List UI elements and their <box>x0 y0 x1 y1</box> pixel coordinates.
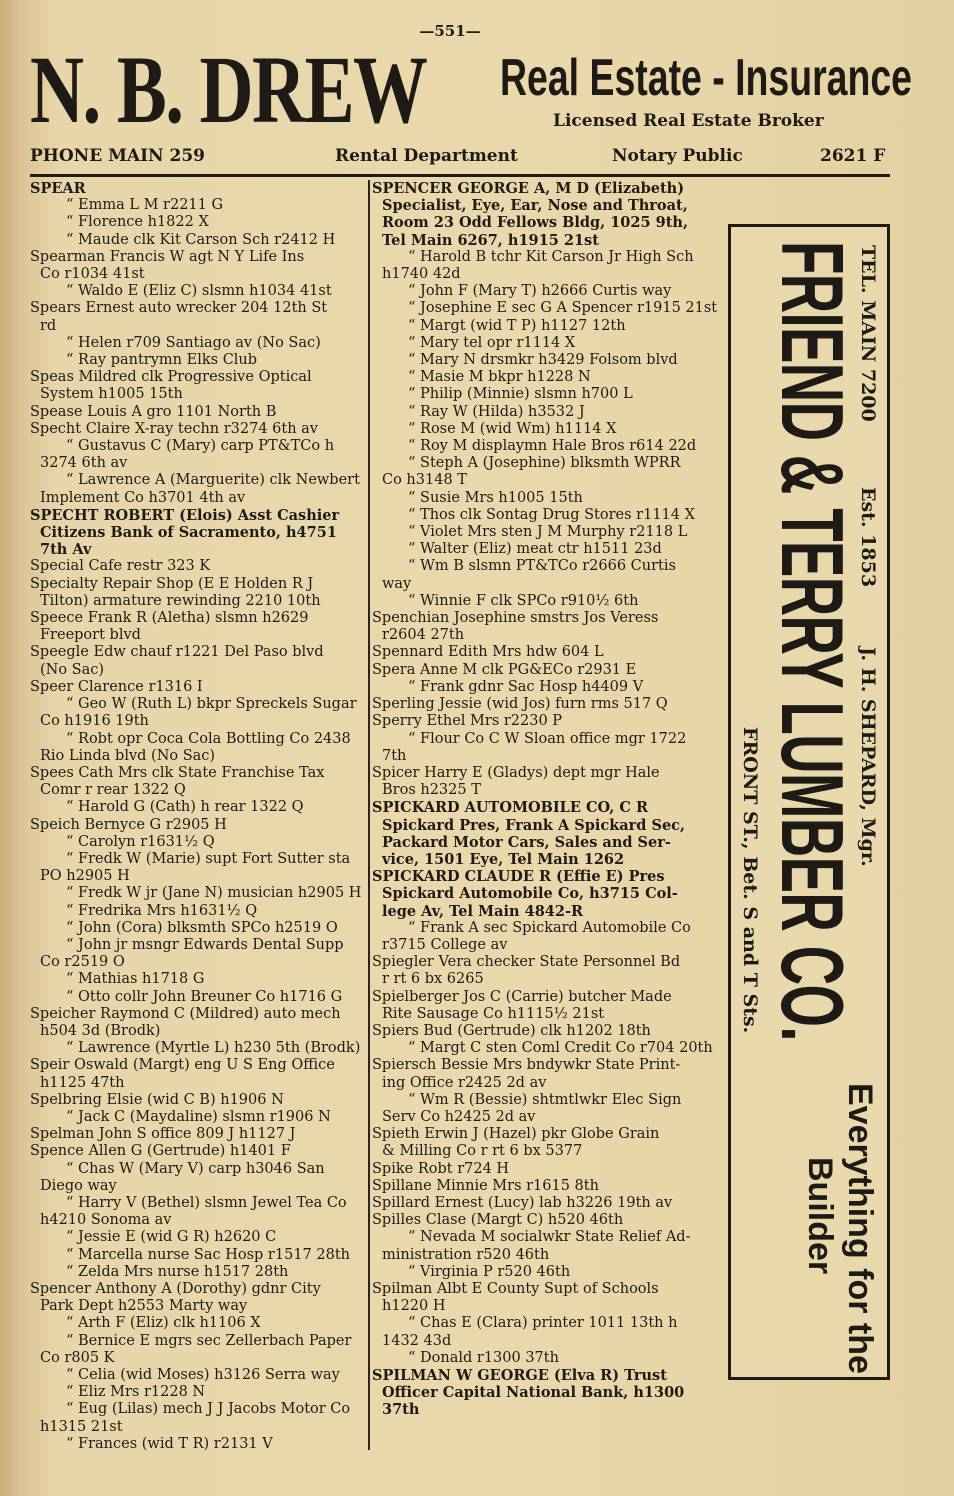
directory-entry-line: Spieth Erwin J (Hazel) pkr Globe Grain <box>372 1126 660 1143</box>
directory-entry-line: “ Frank gdnr Sac Hosp h4409 V <box>408 678 644 695</box>
directory-entry-line: “ John (Cora) blksmth SPCo h2519 O <box>66 919 338 936</box>
column-divider <box>368 180 370 1450</box>
directory-entry-line: “ Fredk W jr (Jane N) musician h2905 H <box>66 885 362 902</box>
directory-entry-line: “ Harry V (Bethel) slsmn Jewel Tea Co <box>66 1194 347 1211</box>
directory-entry-line: Co r2519 O <box>40 954 125 971</box>
directory-entry-line: 3274 6th av <box>40 455 128 472</box>
directory-entry-line: r3715 College av <box>382 936 508 953</box>
directory-entry-line: h1740 42d <box>382 266 461 283</box>
directory-entry-line: Rio Linda blvd (No Sac) <box>40 747 216 764</box>
directory-entry-line: “ Nevada M socialwkr State Relief Ad- <box>408 1229 691 1246</box>
directory-entry-line: “ Chas W (Mary V) carp h3046 San <box>66 1160 325 1177</box>
directory-entry-line: “ Mathias h1718 G <box>66 971 205 988</box>
directory-entry-line: “ Philip (Minnie) slsmn h700 L <box>408 386 633 403</box>
directory-entry-line: Speer Clarence r1316 I <box>30 678 203 695</box>
directory-entry-line: Spiegler Vera checker State Personnel Bd <box>372 954 681 971</box>
directory-entry-line: rd <box>40 317 57 334</box>
directory-entry-line: 37th <box>382 1401 420 1419</box>
directory-entry-line: 7th <box>382 747 407 764</box>
directory-entry-line: “ Otto collr John Breuner Co h1716 G <box>66 988 343 1005</box>
directory-entry-line: Spelbring Elsie (wid C B) h1906 N <box>30 1091 284 1108</box>
directory-entry-line: “ Maude clk Kit Carson Sch r2412 H <box>66 231 336 248</box>
directory-entry-line: Spera Anne M clk PG&ECo r2931 E <box>372 661 637 678</box>
directory-entry-line: Tel Main 6267, h1915 21st <box>382 231 599 249</box>
directory-entry-line: “ Zelda Mrs nurse h1517 28th <box>66 1263 289 1280</box>
ad-slogan-line2: Builder <box>801 1157 839 1275</box>
ad-manager: J. H. SHEPARD, Mgr. <box>857 647 879 867</box>
directory-entry-line: SPECHT ROBERT (Elois) Asst Cashier <box>30 506 340 524</box>
directory-entry-line: “ Waldo E (Eliz C) slsmn h1034 41st <box>66 283 332 300</box>
directory-entry-line: “ Masie M bkpr h1228 N <box>408 369 591 386</box>
directory-entry-line: Spease Louis A gro 1101 North B <box>30 403 277 420</box>
directory-entry-line: Diego way <box>40 1177 117 1194</box>
directory-entry-line: “ Walter (Eliz) meat ctr h1511 23d <box>408 541 662 558</box>
directory-entry-line: “ Lawrence (Myrtle L) h230 5th (Brodk) <box>66 1040 361 1057</box>
directory-entry-line: Spiersch Bessie Mrs bndywkr State Print- <box>372 1057 681 1074</box>
directory-entry-line: “ Helen r709 Santiago av (No Sac) <box>66 334 321 351</box>
directory-entry-line: Packard Motor Cars, Sales and Ser- <box>382 833 671 851</box>
directory-entry-line: SPICKARD CLAUDE R (Effie E) Pres <box>372 868 665 886</box>
header-rental: Rental Department <box>335 146 518 166</box>
directory-entry-line: Spickard Pres, Frank A Spickard Sec, <box>382 816 686 834</box>
directory-entry-line: “ Margt (wid T P) h1127 12th <box>408 317 626 334</box>
directory-entry-line: Serv Co h2425 2d av <box>382 1108 536 1125</box>
directory-entry-line: Spenchian Josephine smstrs Jos Veress <box>372 610 659 627</box>
directory-entry-line: Spearman Francis W agt N Y Life Ins <box>30 248 305 265</box>
directory-entry-line: SPILMAN W GEORGE (Elva R) Trust <box>372 1367 667 1385</box>
directory-entry-line: Spicer Harry E (Gladys) dept mgr Hale <box>372 764 660 781</box>
directory-entry-line: Tilton) armature rewinding 2210 10th <box>40 592 321 609</box>
middle-column <box>372 180 728 1419</box>
directory-entry-line: “ Marcella nurse Sac Hosp r1517 28th <box>66 1246 350 1263</box>
directory-entry-line: h1220 H <box>382 1298 446 1315</box>
directory-entry-line: Specialty Repair Shop (E E Holden R J <box>30 575 314 592</box>
header-info-bar <box>30 144 890 177</box>
directory-entry-line: “ Rose M (wid Wm) h1114 X <box>408 420 617 437</box>
directory-entry-line: Spillard Ernest (Lucy) lab h3226 19th av <box>372 1194 673 1211</box>
directory-entry-line: Spees Cath Mrs clk State Franchise Tax <box>30 764 325 781</box>
directory-entry-line: Bros h2325 T <box>382 782 481 799</box>
directory-entry-line: ministration r520 46th <box>382 1246 550 1263</box>
directory-entry-line: “ Fredrika Mrs h1631½ Q <box>66 902 258 919</box>
directory-entry-line: Spillane Minnie Mrs r1615 8th <box>372 1177 599 1194</box>
directory-entry-line: “ Gustavus C (Mary) carp PT&TCo h <box>66 438 335 455</box>
directory-entry-line: h4210 Sonoma av <box>40 1212 172 1229</box>
directory-entry-line: Officer Capital National Bank, h1300 <box>382 1384 685 1402</box>
directory-entry-line: lege Av, Tel Main 4842-R <box>382 902 584 920</box>
directory-entry-line: Spilles Clase (Margt C) h520 46th <box>372 1212 624 1229</box>
header-notary: Notary Public <box>612 146 743 166</box>
directory-entry-line: SPENCER GEORGE A, M D (Elizabeth) <box>372 180 685 197</box>
directory-entry-line: “ Susie Mrs h1005 15th <box>408 489 583 506</box>
directory-entry-line: Spelman John S office 809 J h1127 J <box>30 1126 296 1143</box>
ad-address: FRONT ST., Bet. S and T Sts. <box>739 727 761 1034</box>
lumber-ad-rotated <box>731 227 887 1377</box>
directory-entry-line: h1125 47th <box>40 1074 125 1091</box>
directory-entry-line: “ Roy M displaymn Hale Bros r614 22d <box>408 438 697 455</box>
directory-entry-line: vice, 1501 Eye, Tel Main 1262 <box>382 850 625 868</box>
directory-entry-line: “ Donald r1300 37th <box>408 1349 559 1366</box>
directory-entry-line: Spears Ernest auto wrecker 204 12th St <box>30 300 328 317</box>
directory-entry-line: “ Eliz Mrs r1228 N <box>66 1384 206 1401</box>
header-phone: PHONE MAIN 259 <box>30 146 205 166</box>
directory-entry-line: “ Harold B tchr Kit Carson Jr High Sch <box>408 248 694 265</box>
directory-entry-line: Spike Robt r724 H <box>372 1160 510 1177</box>
directory-entry-line: Co r805 K <box>40 1349 115 1366</box>
directory-entry-line: Spencer Anthony A (Dorothy) gdnr City <box>30 1281 321 1297</box>
directory-entry-line: “ Arth F (Eliz) clk h1106 X <box>66 1315 261 1332</box>
directory-entry-line: “ Winnie F clk SPCo r910½ 6th <box>408 592 639 609</box>
header-address: 2621 F <box>820 146 886 166</box>
directory-entry-line: “ Robt opr Coca Cola Bottling Co 2438 <box>66 730 351 747</box>
directory-entry-line: Sperling Jessie (wid Jos) furn rms 517 Q <box>372 696 668 713</box>
directory-entry-line: Co h3148 T <box>382 472 467 489</box>
directory-entry-line: “ Frank A sec Spickard Automobile Co <box>408 919 691 936</box>
directory-entry-line: “ John jr msngr Edwards Dental Supp <box>66 936 344 953</box>
directory-entry-line: “ Frances (wid T R) r2131 V <box>66 1435 273 1452</box>
directory-entry-line: “ Flour Co C W Sloan office mgr 1722 <box>408 730 687 747</box>
directory-entry-line: way <box>382 575 412 592</box>
directory-entry-line: 1432 43d <box>382 1332 452 1349</box>
directory-entry-line: h504 3d (Brodk) <box>40 1022 161 1039</box>
directory-entry-line: Park Dept h2553 Marty way <box>40 1298 248 1315</box>
directory-entry-line: Rite Sausage Co h1115½ 21st <box>382 1005 605 1022</box>
directory-entry-line: Spiers Bud (Gertrude) clk h1202 18th <box>372 1022 651 1039</box>
directory-entry-line: & Milling Co r rt 6 bx 5377 <box>382 1143 583 1160</box>
directory-entry-line: Sperry Ethel Mrs r2230 P <box>372 713 563 730</box>
ad-slogan-line1: Everything for the <box>841 1083 879 1374</box>
directory-entry-line: “ Virginia P r520 46th <box>408 1263 571 1280</box>
directory-entry-line: Citizens Bank of Sacramento, h4751 <box>40 524 337 542</box>
directory-entry-line: “ Bernice E mgrs sec Zellerbach Paper <box>66 1332 352 1349</box>
directory-entry-line: SPICKARD AUTOMOBILE CO, C R <box>372 799 649 817</box>
directory-entry-line: Speegle Edw chauf r1221 Del Paso blvd <box>30 644 324 661</box>
directory-entry-line: h1315 21st <box>40 1418 123 1435</box>
lumber-ad <box>728 224 890 1380</box>
directory-entry-line: “ Eug (Lilas) mech J J Jacobs Motor Co <box>66 1401 351 1418</box>
directory-entry-line: “ Geo W (Ruth L) bkpr Spreckels Sugar <box>66 696 357 713</box>
directory-entry-line: “ Chas E (Clara) printer 1011 13th h <box>408 1315 678 1332</box>
directory-entry-line: “ Celia (wid Moses) h3126 Serra way <box>66 1367 340 1384</box>
left-column <box>30 180 365 1453</box>
ad-established: Est. 1853 <box>857 487 879 588</box>
directory-entry-line: “ Jack C (Maydaline) slsmn r1906 N <box>66 1108 331 1125</box>
header-business-name: N. B. DREW <box>30 36 427 143</box>
directory-entry-line: ing Office r2425 2d av <box>382 1074 547 1091</box>
directory-entry-line: “ Ray pantrymn Elks Club <box>66 352 258 369</box>
directory-entry-line: “ Mary tel opr r1114 X <box>408 334 576 351</box>
directory-entry-line: PO h2905 H <box>40 868 130 885</box>
directory-entry-line: “ Carolyn r1631½ Q <box>66 833 215 850</box>
directory-entry-line: “ Josephine E sec G A Spencer r1915 21st <box>408 300 718 317</box>
directory-entry-line: Spielberger Jos C (Carrie) butcher Made <box>372 988 672 1005</box>
directory-entry-line: Speas Mildred clk Progressive Optical <box>30 369 312 386</box>
directory-entry-line: r rt 6 bx 6265 <box>382 971 484 988</box>
directory-entry-line: Implement Co h3701 4th av <box>40 489 246 506</box>
header-broker: Licensed Real Estate Broker <box>553 111 824 131</box>
directory-entry-line: “ Harold G (Cath) h rear 1322 Q <box>66 799 304 816</box>
directory-entry-line: “ Margt C sten Coml Credit Co r704 20th <box>408 1040 713 1057</box>
directory-entry-line: Spickard Automobile Co, h3715 Col- <box>382 885 678 903</box>
directory-entry-line: “ Wm B slsmn PT&TCo r2666 Curtis <box>408 558 676 575</box>
directory-entry-line: Speich Bernyce G r2905 H <box>30 816 227 833</box>
directory-entry-line: Spennard Edith Mrs hdw 604 L <box>372 644 604 661</box>
directory-entry-line: 7th Av <box>40 541 92 559</box>
directory-entry-line: “ Emma L M r2211 G <box>66 197 224 214</box>
directory-entry-line: Spilman Albt E County Supt of Schools <box>372 1281 659 1297</box>
directory-entry-line: Specht Claire X-ray techn r3274 6th av <box>30 420 319 437</box>
directory-entry-line: r2604 27th <box>382 627 465 644</box>
directory-entry-line: Co r1034 41st <box>40 266 145 283</box>
directory-entry-line: “ Wm R (Bessie) shtmtlwkr Elec Sign <box>408 1091 682 1108</box>
directory-entry-line: (No Sac) <box>40 661 105 678</box>
directory-entry-line: “ Thos clk Sontag Drug Stores r1114 X <box>408 506 695 523</box>
directory-entry-line: “ Mary N drsmkr h3429 Folsom blvd <box>408 352 678 369</box>
ad-phone: TEL. MAIN 7200 <box>857 245 879 422</box>
directory-entry-line: Spence Allen G (Gertrude) h1401 F <box>30 1143 291 1160</box>
directory-entry-line: Speece Frank R (Aletha) slsmn h2629 <box>30 610 309 627</box>
ad-company: FRIEND & TERRY LUMBER CO. <box>763 241 862 1041</box>
directory-entry-line: “ John F (Mary T) h2666 Curtis way <box>408 283 672 300</box>
directory-entry-line: “ Steph A (Josephine) blksmth WPRR <box>408 455 681 472</box>
directory-entry-line: “ Jessie E (wid G R) h2620 C <box>66 1229 277 1246</box>
directory-entry-line: Freeport blvd <box>40 627 141 644</box>
directory-entry-line: Speir Oswald (Margt) eng U S Eng Office <box>30 1057 335 1074</box>
directory-entry-line: Specialist, Eye, Ear, Nose and Throat, <box>382 197 688 215</box>
directory-entry-line: Special Cafe restr 323 K <box>30 558 211 575</box>
header-tagline: Real Estate - Insurance <box>500 49 913 107</box>
directory-entry-line: System h1005 15th <box>40 386 183 403</box>
page-number: —551— <box>419 22 481 40</box>
directory-entry-line: “ Violet Mrs sten J M Murphy r2118 L <box>408 524 688 541</box>
directory-entry-line: “ Ray W (Hilda) h3532 J <box>408 403 585 420</box>
directory-entry-line: “ Florence h1822 X <box>66 214 209 231</box>
directory-entry-line: “ Lawrence A (Marguerite) clk Newbert <box>66 472 360 489</box>
directory-entry-line: Speicher Raymond C (Mildred) auto mech <box>30 1005 341 1022</box>
directory-entry-line: “ Fredk W (Marie) supt Fort Sutter sta <box>66 850 351 867</box>
directory-entry-line: SPEAR <box>30 180 86 197</box>
directory-entry-line: Comr r rear 1322 Q <box>40 782 186 799</box>
directory-entry-line: Room 23 Odd Fellows Bldg, 1025 9th, <box>382 214 688 232</box>
directory-entry-line: Co h1916 19th <box>40 713 149 730</box>
